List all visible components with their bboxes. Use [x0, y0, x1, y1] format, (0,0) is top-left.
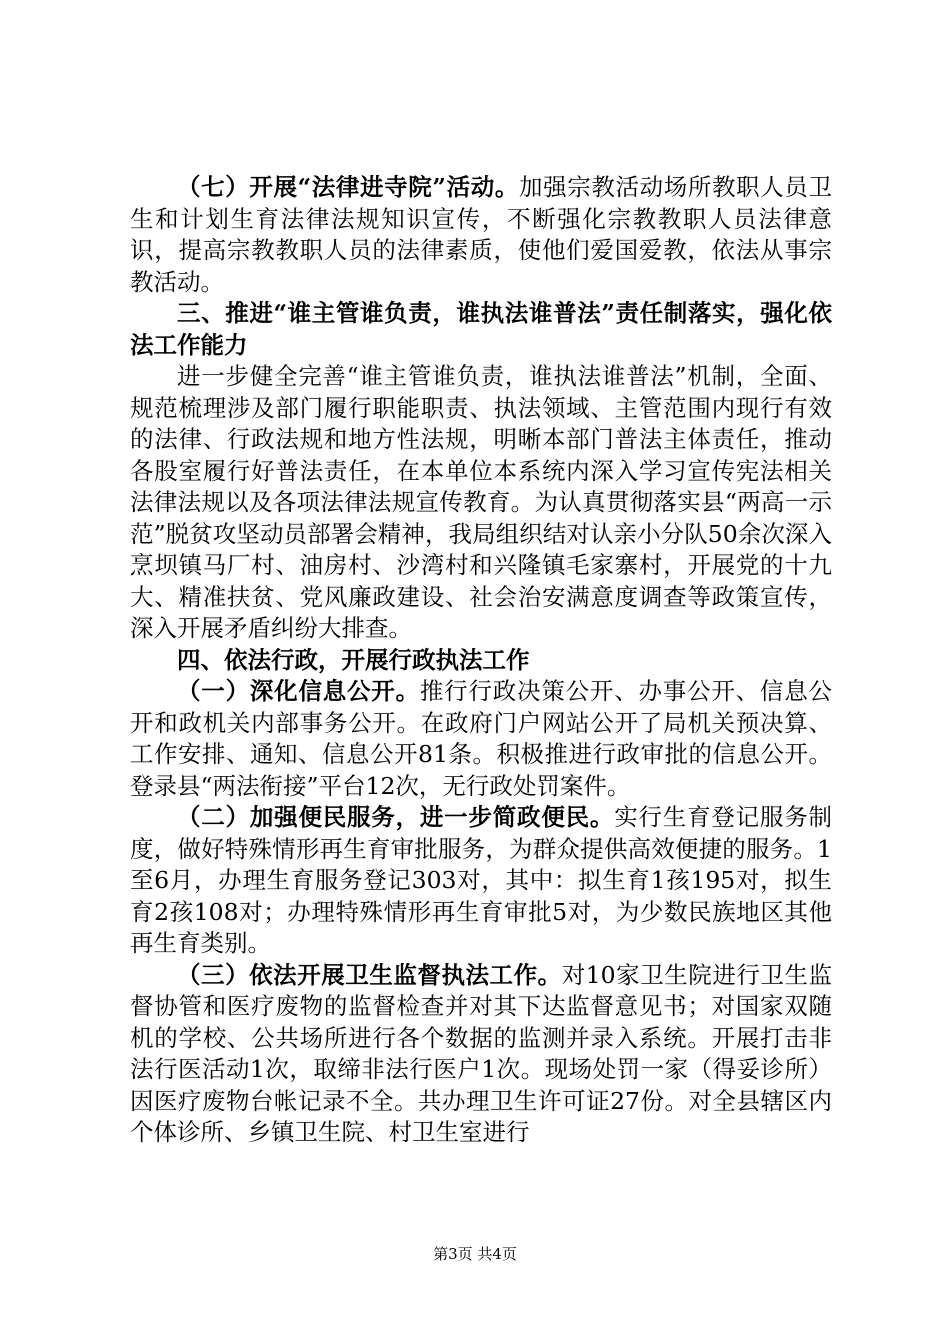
- paragraph-lead: （七）开展“法律进寺院”活动。: [177, 173, 519, 201]
- section-heading-three: 三、推进“谁主管谁负责，谁执法谁普法”责任制落实，强化依法工作能力: [130, 299, 832, 359]
- paragraph-text: 加强宗教活动场所教职人员卫生和计划生育法律法规知识宣传，不断强化宗教教职人员法律意识，提高宗教教职人员的法律素质，使他们爱国爱教，依法从事宗教活动。: [130, 173, 832, 296]
- document-body: [130, 172, 832, 1149]
- paragraph-health-supervision: [130, 960, 832, 1149]
- paragraph-lead: （三）依法开展卫生监督执法工作。: [177, 960, 562, 989]
- paragraph-text: 进一步健全完善“谁主管谁负责，谁执法谁普法”机制，全面、规范梳理涉及部门履行职能职责、执法领域、主管范围内现行有效的法律、行政法规和地方性法规，明晰本部门普法主体责任，推动各股室履行好普法责任，在本单位本系统内深入学习宣传宪法相关法律法规以及各项法律法规宣传教育。为认真贯彻落实县“两高一示范”脱贫攻坚动员部署会精神，我局组织结对认亲小分队50余次深入烹坝镇马厂村、油房村、沙湾村和兴隆镇毛家寨村，开展党的十九大、精准扶贫、党风廉政建设、社会治安满意度调查等政策宣传，深入开展矛盾纠纷大排查。: [130, 362, 832, 642]
- section-heading-four: 四、依法行政，开展行政执法工作: [177, 645, 530, 674]
- paragraph-lead: （二）加强便民服务，进一步简政便民。: [177, 803, 615, 831]
- paragraph-responsibility-mechanism: [130, 361, 832, 645]
- paragraph-text: 对10家卫生院进行卫生监督协管和医疗废物的监督检查并对其下达监督意见书；对国家双随机的学校、公共场所进行各个数据的监测并录入系统。开展打击非法行医活动1次，取缔非法行医户1次。现场处罚一家（得妥诊所）因医疗废物台帐记录不全。共办理卫生许可证27份。对全县辖区内个体诊所、乡镇卫生院、村卫生室进行: [130, 960, 833, 1146]
- paragraph-law-into-temples: [130, 172, 832, 298]
- paragraph-information-disclosure: [130, 676, 832, 802]
- paragraph-convenience-services: [130, 802, 832, 960]
- paragraph-text: 实行生育登记服务制度，做好特殊情形再生育审批服务，为群众提供高效便捷的服务。1至6月，办理生育服务登记303对，其中：拟生育1孩195对，拟生育2孩108对；办理特殊情形再生育审批5对，为少数民族地区其他再生育类别。: [130, 803, 833, 957]
- page-number-footer: 第3页 共4页: [433, 1245, 517, 1263]
- paragraph-text: 推行行政决策公开、办事公开、信息公开和政机关内部事务公开。在政府门户网站公开了局机关预决算、工作安排、通知、信息公开81条。积极推进行政审批的信息公开。登录县“两法衔接”平台12次，无行政处罚案件。: [130, 677, 833, 800]
- paragraph-lead: （一）深化信息公开。: [177, 677, 420, 705]
